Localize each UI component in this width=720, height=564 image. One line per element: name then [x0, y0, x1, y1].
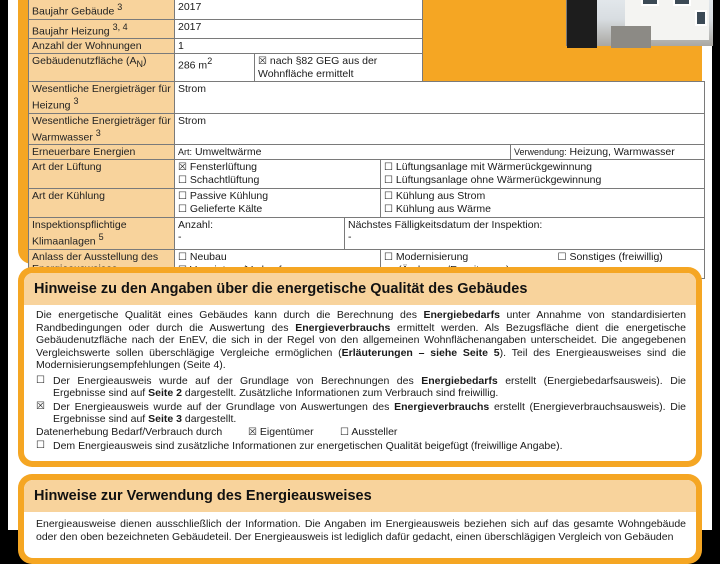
checkbox-bedarfsausweis[interactable]: ☐: [36, 374, 45, 386]
option-sonstiges[interactable]: ☐ Sonstiges (freiwillig): [557, 250, 663, 263]
label-energietraeger-wasser: Wesentliche Energieträger für Warmwasser $^3$: [29, 113, 175, 145]
checkbox-nutzflaeche-note[interactable]: ☒: [258, 56, 267, 67]
building-data-section: [18, 0, 702, 264]
option-fensterlueftung[interactable]: ☒ Fensterlüftung: [178, 161, 258, 173]
label-anzahl-wohnungen: Anzahl der Wohnungen: [29, 39, 175, 54]
option-aussteller[interactable]: ☐ Aussteller: [340, 425, 398, 438]
label-inspektion: Inspektionspflichtige Klimaanlagen $^5$: [29, 218, 175, 250]
option-bedarfsausweis[interactable]: ☐ Der Energieausweis wurde auf der Grundlage von Berechnungen des Energiebedarfs erstellt (Energiebedarfsausweis). Die Ergebnisse sind auf Seite 2 dargestellt. Zusätzliche Informationen zum Verbrauch sind freiwillig.: [36, 374, 686, 399]
value-baujahr-gebaeude: 2017: [175, 0, 423, 19]
kuehlung-col2: [381, 189, 705, 218]
row-inspektion: [29, 218, 705, 250]
certificate-page: [8, 0, 712, 543]
option-gelieferte-kaelte[interactable]: ☐ Gelieferte Kälte: [178, 203, 263, 215]
option-lueftung-mit-wrg[interactable]: ☐ Lüftungsanlage mit Wärmerückgewinnung: [384, 161, 592, 173]
label-baujahr-heizung: Baujahr Heizung: [32, 25, 110, 37]
hinweise-angaben-section: [18, 267, 702, 467]
building-photo: [566, 0, 713, 46]
label-baujahr-gebaeude: Baujahr Gebäude: [32, 5, 115, 18]
row-energietraeger-wasser: [29, 113, 705, 145]
lueftung-col2: [381, 160, 705, 189]
inspektion-anzahl: Anzahl: -: [175, 218, 345, 250]
row-lueftung: [29, 160, 705, 189]
steps-shape: [611, 26, 651, 48]
row-baujahr-gebaeude: Baujahr Gebäude $^3$ 2017: [29, 0, 705, 19]
label-lueftung: Art der Lüftung: [29, 160, 175, 189]
value-baujahr-heizung: 2017: [175, 19, 423, 39]
option-schachtlueftung[interactable]: ☐ Schachtlüftung: [178, 174, 260, 186]
checkbox-verbrauchsausweis[interactable]: ☒: [36, 400, 45, 412]
value-energietraeger-heizung: Strom: [175, 82, 705, 114]
option-zusatzinfos[interactable]: ☐ Dem Energieausweis sind zusätzliche Informationen zur energetischen Qualität beigefügt (freiwillige Angabe).: [36, 440, 563, 452]
option-kuehlung-waerme[interactable]: ☐ Kühlung aus Wärme: [384, 203, 492, 215]
value-energietraeger-wasser: Strom: [175, 113, 705, 145]
option-verbrauchsausweis[interactable]: ☒ Der Energieausweis wurde auf der Grundlage von Auswertungen des Energieverbrauchs erstellt (Energieverbrauchsausweis). Die Ergebnisse sind auf Seite 3 dargestellt.: [36, 400, 686, 425]
intro-paragraph: Die energetische Qualität eines Gebäudes kann durch die Berechnung des Energiebedarfs unter Annahme von standardisierten Randbedingungen oder durch die Auswertung des Energieverbrauchs ermittelt werden. Als Bezugsfläche dient die energetische Gebäudenutzfläche nach der EnEV, die sich in der Regel von den allgemeinen Wohnflächenangaben unterscheidet. Die angegebenen Vergleichswerte sollen überschlägige Vergleiche ermöglichen (Erläuterungen – siehe Seite 5). Teil des Energieausweises sind die Modernisierungsempfehlungen (Seite 4).: [36, 309, 686, 371]
label-anlass: Anlass der Ausstellung des: [29, 249, 175, 278]
row-kuehlung: [29, 189, 705, 218]
row-erneuerbare: [29, 145, 705, 160]
inspektion-faelligkeit: Nächstes Fälligkeitsdatum der Inspektion: -: [345, 218, 705, 250]
option-kuehlung-strom[interactable]: ☐ Kühlung aus Strom: [384, 190, 486, 202]
checkbox-zusatzinfos[interactable]: ☐: [36, 440, 45, 451]
datenerhebung-label: Datenerhebung Bedarf/Verbrauch durch: [36, 425, 223, 438]
label-kuehlung: Art der Kühlung: [29, 189, 175, 218]
value-anzahl-wohnungen: 1: [175, 39, 423, 54]
kuehlung-col1: [175, 189, 381, 218]
lueftung-col1: [175, 160, 381, 189]
section-title-angaben: Hinweise zu den Angaben über die energetische Qualität des Gebäudes: [24, 273, 696, 305]
option-eigentuemer[interactable]: ☒ Eigentümer: [248, 425, 314, 438]
value-erneuerbare-art: Art: Umweltwärme: [175, 145, 511, 160]
option-modernisierung[interactable]: ☐ Modernisierung: [384, 250, 469, 263]
nutzflaeche-note: ☒ nach §82 GEG aus der Wohnfläche ermittelt: [255, 54, 423, 82]
value-erneuerbare-verwendung: Verwendung: Heizung, Warmwasser: [511, 145, 705, 160]
label-energietraeger-heizung: Wesentliche Energieträger für Heizung $^3$: [29, 82, 175, 114]
value-nutzflaeche: 286 $m^2$: [175, 54, 255, 82]
section-title-verwendung: Hinweise zur Verwendung des Energieausweises: [24, 480, 696, 512]
option-lueftung-ohne-wrg[interactable]: ☐ Lüftungsanlage ohne Wärmerückgewinnung: [384, 174, 602, 186]
option-passive-kuehlung[interactable]: ☐ Passive Kühlung: [178, 190, 269, 202]
hinweise-angaben-body: [24, 305, 696, 453]
hinweise-verwendung-section: [18, 474, 702, 564]
datenerhebung-row: [36, 426, 686, 440]
verwendung-text: Energieausweise dienen ausschließlich der Information. Die Angaben im Energieausweis beziehen sich auf das gesamte Wohngebäude oder den oben bezeichneten Gebäudeteil. Der Energieausweis ist lediglich dafür gedacht, einen überschlägigen Vergleich von Gebäuden: [36, 518, 686, 543]
row-energietraeger-heizung: [29, 82, 705, 114]
car-shape: [567, 0, 597, 48]
label-erneuerbare: Erneuerbare Energien: [29, 145, 175, 160]
option-neubau[interactable]: ☐ Neubau: [178, 250, 227, 263]
label-nutzflaeche: Gebäudenutzfläche $(A_N)$: [29, 54, 175, 82]
row-baujahr-heizung: Baujahr Heizung $^{3, 4}$ 2017: [29, 19, 705, 39]
